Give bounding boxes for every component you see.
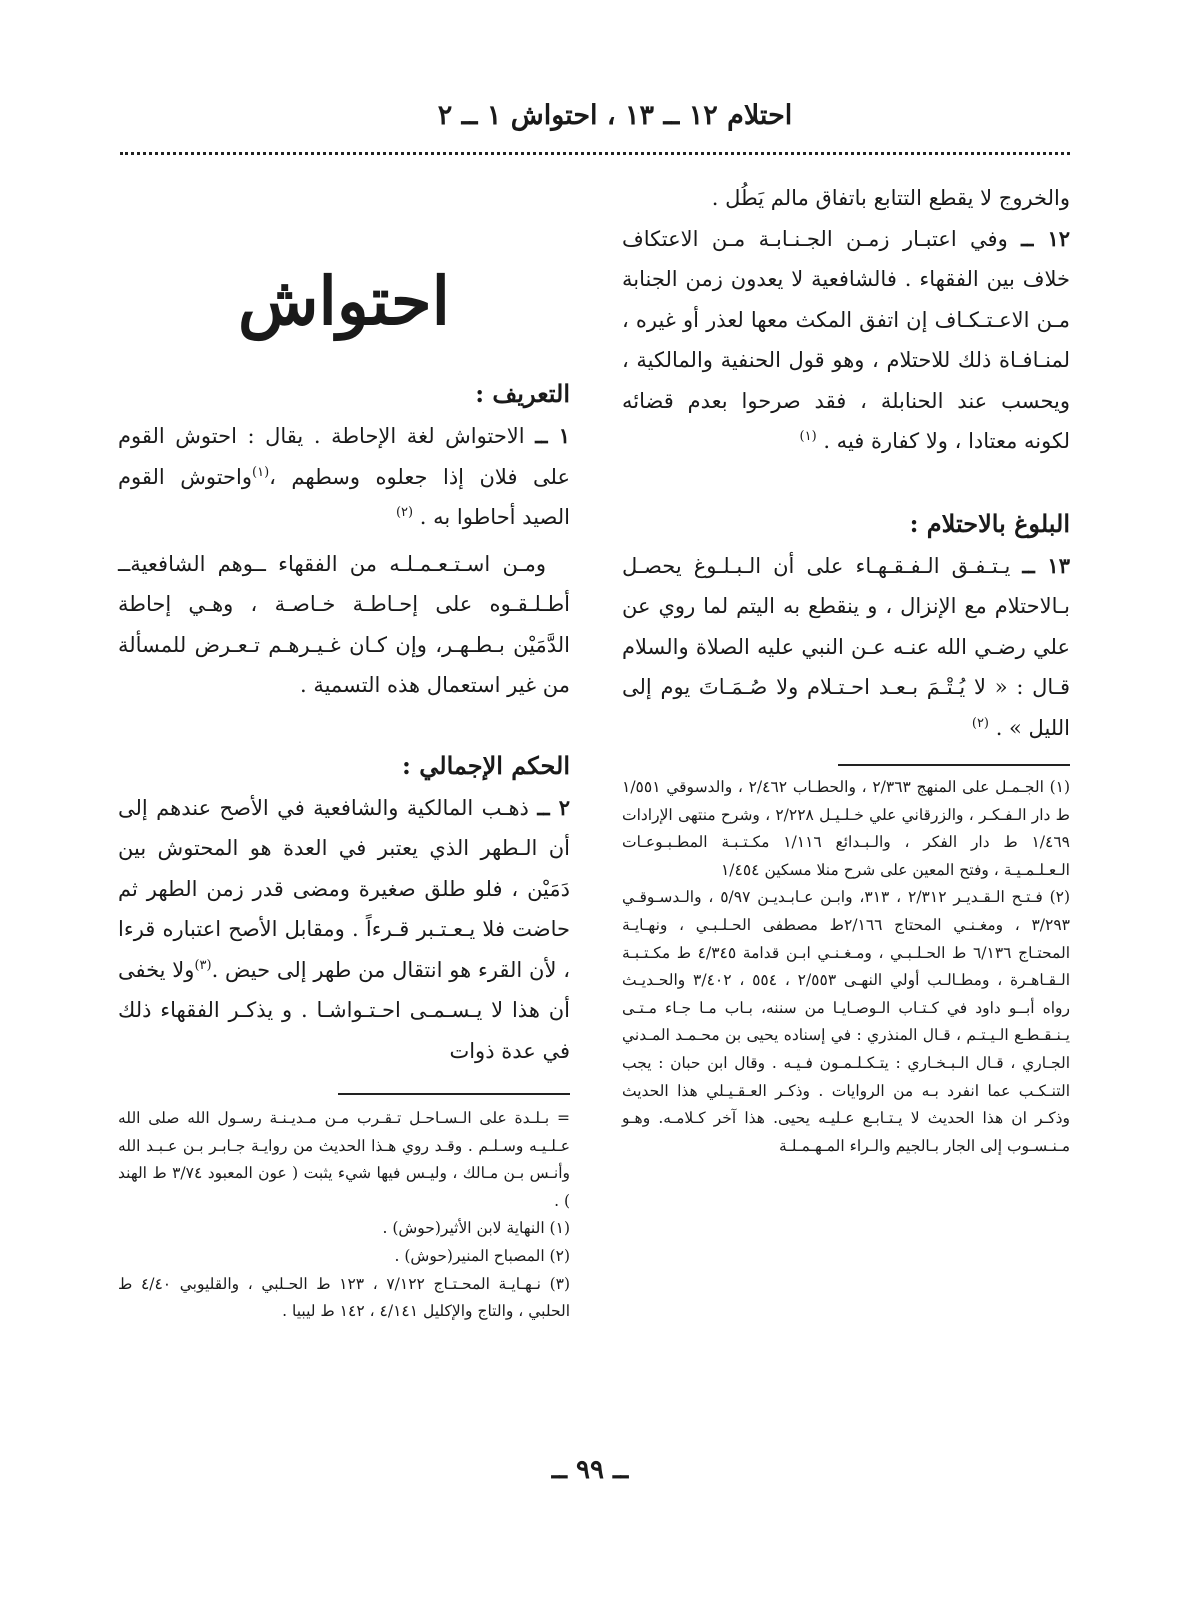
paragraph-13 (622, 546, 1070, 749)
footnote-rule (838, 764, 1070, 766)
left-column (118, 176, 570, 1326)
footnotes (622, 774, 1070, 1160)
paragraph-text: يـتـفـق الـفـقـهـاء على أن الـبـلـوغ يحصـل بـالاحتلام مع الإنزال ، و ينقطع به اليتم لما روي عن علي رضـي الله عنـه عـن النبي عليه الصلاة والسلام قـال : « لا يُـتْـمَ بـعـد احـتـلام ولا صُـمَـاتَ يوم إلى الليل » . (622, 553, 1070, 740)
footnote-3: (٣) نـهـايـة المحـتـاج ٧/١٢٢ ، ١٢٣ ط الحـلبي ، والقليوبي ٤/٤٠ ط الحلبي ، والتاج والإكليل ٤/١٤١ ، ١٤٢ ط ليبيا . (118, 1274, 571, 1321)
paragraph-text: ذهـب المالكية والشافعية في الأصح عندهم إلى أن الـطهر الذي يعتبر في العدة هو المحتوش بين دَمَيْن ، فلو طلق صغيرة ومضى قدر زمن الطهر ثم حاضت فلا يـعـتـبر قـرءاً . ومقابل الأصح اعتباره قرءا ، لأن القرء هو انتقال من طهر إلى حيض . (118, 795, 570, 982)
paragraph-number: ١٢ ــ (1021, 225, 1070, 251)
paragraph-text: واحتوش القوم الصيد أحاطوا به . (118, 464, 570, 529)
footnote-2: (٢) المصباح المنير(حوش) . (394, 1246, 570, 1265)
footnote-1: (١) النهاية لابن الأثير(حوش) . (382, 1219, 570, 1238)
footnote-ref: (١) (252, 464, 270, 480)
paragraph-number: ١٣ ــ (1022, 552, 1070, 578)
footnote-rule (338, 1093, 570, 1095)
paragraph-text: ولا يخفى أن هذا لا يـسـمـى احـتـواشـا . و يذكـر الفقهاء ذلك في عدة ذوات (118, 957, 570, 1063)
paragraph-text: الاحتواش لغة الإحاطة . يقال : احتوش القوم على فلان إذا جعلوه وسطهم ، (118, 424, 570, 489)
page-number: ــ ٩٩ ــ (551, 1455, 629, 1485)
section-heading-definition: التعريف : (475, 379, 570, 408)
continuation-line: والخروج لا يقطع التتابع باتفاق مالم يَطُل . (711, 186, 1070, 210)
paragraph-text: وفي اعتبـار زمـن الجـنـابـة مـن الاعتكاف خلاف بين الفقهاء . فالشافعية لا يعدون زمن الجنابة مـن الاعـتـكـاف إن اتفق المكث معها لعذر أو غيره ، لمنـافـاة ذلك للاحتلام ، وهو قول الحنفية والمالكية ، ويحسب عند الحنابلة ، فقد صرحوا بعدم قضائه لكونه معتادا ، ولا كفارة فيه . (622, 226, 1070, 453)
paragraph-2 (118, 788, 570, 1072)
footnote-ref: (١) (799, 429, 817, 444)
paragraph-12 (622, 219, 1070, 462)
paragraph-number: ٢ ــ (537, 794, 570, 820)
footnote-ref: (٢) (971, 715, 989, 731)
right-column (622, 178, 1070, 1160)
footnote-continuation: = بـلـدة على الـسـاحـل تـقـرب مـن مـديـنـة رسـول الله صلى الله عـلـيـه وسـلـم . وقـد روي هـذا الحديث من روايـة جـابـر بـن عـبـد الله وأنـس بـن مـالك ، وليـس فيها شيء يثبت ( عون المعبود ٣/٧٤ ط الهند ) . (118, 1109, 570, 1210)
footnote-ref: (٢) (395, 505, 414, 520)
section-heading-ruling: الحكم الإجمالي : (402, 750, 570, 780)
footnote-ref: (٣) (194, 957, 212, 973)
footnote-2: (٢) فـتـح الـقـديـر ٢/٣١٢ ، ٣١٣، وابـن عـابـديـن ٥/٩٧ ، والـدسـوقـي ٣/٢٩٣ ، ومغـنـي المحتاج ٢/١٦٦ط مصطفى الحـلـبـي ، ونهـايـة المحتـاج ٦/١٣٦ ط الحـلـبـي ، ومـغـنـي ابـن قدامة ٤/٣٤٥ ط مكـتـبـة الـقـاهـرة ، ومطـالـب أولي النهـى ٢/٥٥٣ ، ٥٥٤ ، ٣/٤٠٢ والحـديـث رواه أبــو داود في كـتـاب الـوصـايـا من سننه، بـاب مـا جـاء مـتـى يـنـقـطـع الـيـتـم ، قـال المنذري : في إسناده يحيى بن محـمـد المـدني الجـاري ، قـال الـبـخـاري : يتـكـلـمـون فـيـه . وقال ابن حبان : يجب التنـكـب عما انفرد بـه من الروايات . وذكـر العـقـيـلي هذا الحديث وذكـر ان هذا الحديث لا يـتـابـع عـليـه يحيى. هذا آخر كـلامـه. وهـو مـنـسـوب إلى الجار بـالجيم والـراء المـهـمـلـة (622, 888, 1071, 1155)
entry-title: احتواش (237, 262, 451, 340)
header-dotted-rule (120, 152, 1070, 155)
footnote-1: (١) الجـمـل على المنهج ٢/٣٦٣ ، والحطـاب ٢/٤٦٢ ، والدسوقي ١/٥٥١ ط دار الـفـكـر ، والزرقاني علي خـلـيـل ٢/٢٢٨ ، وشرح منتهى الإرادات ١/٤٦٩ ط دار الفكر ، والـبـدائع ١/١١٦ مكـتـبـة المطـبـوعـات الـعـلـمـيـة ، وفتح المعين على شرح منلا مسكين ١/٤٥٤ (622, 778, 1071, 879)
paragraph-1 (118, 416, 570, 538)
paragraph-number: ١ ــ (535, 423, 570, 448)
section-heading-puberty: البلوغ بالاحتلام : (909, 508, 1070, 538)
paragraph-1-continued: ومـن اسـتـعـمـلـه من الفقهاء ــوهم الشافعيةــ أطـلـقـوه على إحـاطـة خـاصـة ، وهـي إحاطة الدَّمَيْن بـطـهـر، وإن كـان غـيـرهـم تـعـرض للمسألة من غير استعمال هذه التسمية . (118, 551, 570, 697)
footnotes (118, 1105, 570, 1326)
running-header: احتلام ١٢ ــ ١٣ ، احتواش ١ ــ ٢ (437, 100, 793, 131)
